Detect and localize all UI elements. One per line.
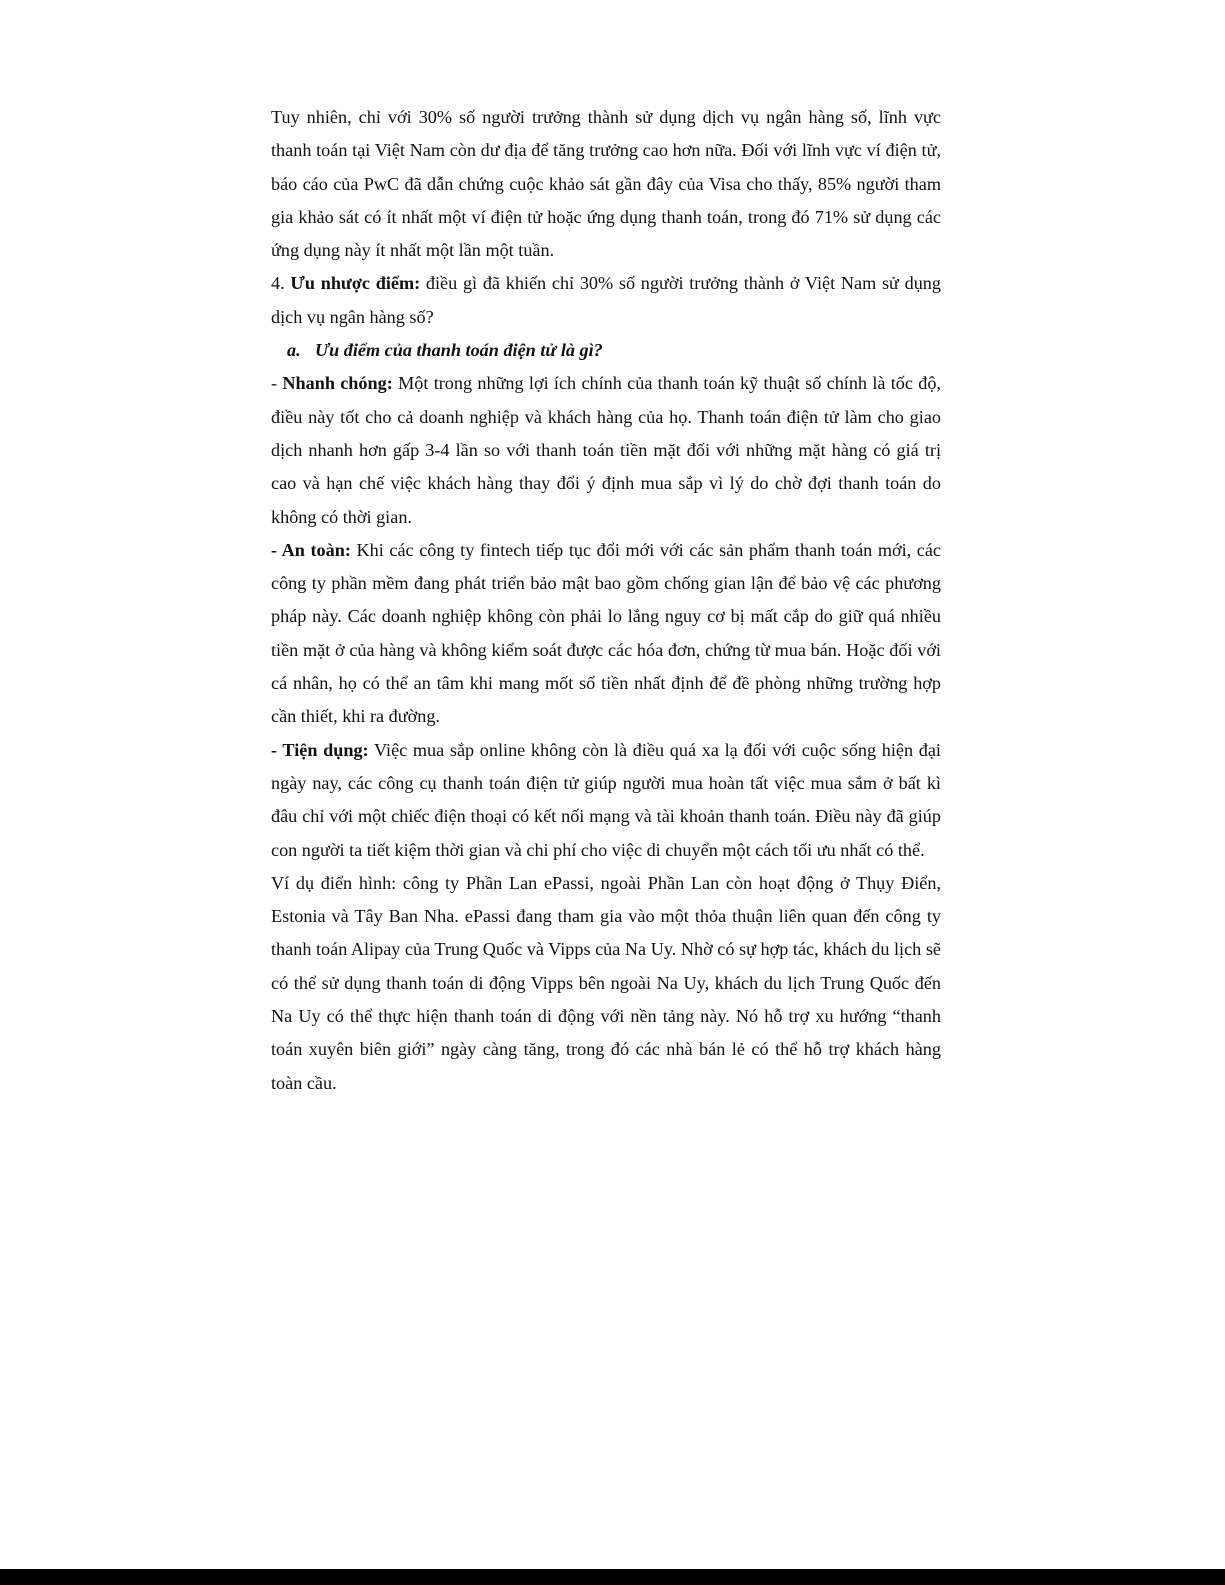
document-page xyxy=(271,101,941,1100)
item-safe-text: Khi các công ty fintech tiếp tục đổi mới với các sản phẩm thanh toán mới, các công ty phần mềm đang phát triển bảo mật bao gồm chống gian lận để bảo vệ các phương pháp này. Các doanh nghiệp không còn phải lo lắng nguy cơ bị mất cắp do giữ quá nhiều tiền mặt ở của hàng và không kiểm soát được các hóa đơn, chứng từ mua bán. Hoặc đối với cá nhân, họ có thể an tâm khi mang mốt số tiền nhất định để đề phòng những trường hợp cần thiết, khi ra đường. xyxy=(271,539,942,727)
section-4-number: 4. xyxy=(271,273,291,294)
section-4-title: Ưu nhược điểm: xyxy=(290,273,421,294)
item-fast-paragraph xyxy=(271,367,941,533)
item-convenient-paragraph xyxy=(271,734,941,867)
paragraph-intro: Tuy nhiên, chỉ với 30% số người trưởng thành sử dụng dịch vụ ngân hàng số, lĩnh vực thanh toán tại Việt Nam còn dư địa để tăng trưởng cao hơn nữa. Đối với lĩnh vực ví điện tử, báo cáo của PwC đã dẫn chứng cuộc khảo sát gần đây của Visa cho thấy, 85% người tham gia khảo sát có ít nhất một ví điện tử hoặc ứng dụng thanh toán, trong đó 71% sử dụng các ứng dụng này ít nhất một lần một tuần. xyxy=(271,107,941,261)
item-safe-term: - An toàn: xyxy=(271,539,351,560)
paragraph-example: Ví dụ điển hình: công ty Phần Lan ePassi, ngoài Phần Lan còn hoạt động ở Thụy Điển, Estonia và Tây Ban Nha. ePassi đang tham gia vào một thỏa thuận liên quan đến công ty thanh toán Alipay của Trung Quốc và Vipps của Na Uy. Nhờ có sự hợp tác, khách du lịch sẽ có thể sử dụng thanh toán di động Vipps bên ngoài Na Uy, khách du lịch Trung Quốc đến Na Uy có thể thực hiện thanh toán di động với nền tảng này. Nó hỗ trợ xu hướng “thanh toán xuyên biên giới” ngày càng tăng, trong đó các nhà bán lẻ có thể hỗ trợ khách hàng toàn cầu. xyxy=(271,872,941,1093)
subheading-text: Ưu điểm của thanh toán điện tử là gì? xyxy=(315,340,603,361)
subheading-marker: a. xyxy=(287,340,301,361)
item-fast-term: Nhanh chóng: xyxy=(282,373,393,394)
item-convenient-term: - Tiện dụng: xyxy=(271,739,369,760)
section-4-paragraph xyxy=(271,267,941,334)
item-convenient-text: Việc mua sắp online không còn là điều quá xa lạ đối với cuộc sống hiện đại ngày nay, các công cụ thanh toán điện tử giúp người mua hoàn tất việc mua sắm ở bất kì đâu chỉ với một chiếc điện thoại có kết nối mạng và tài khoản thanh toán. Điều này đã giúp con người ta tiết kiệm thời gian và chi phí cho việc di chuyển một cách tối ưu nhất có thể. xyxy=(271,739,941,860)
item-fast-prefix: - xyxy=(271,373,283,394)
item-safe-paragraph xyxy=(271,534,941,734)
item-fast-text: Một trong những lợi ích chính của thanh toán kỹ thuật số chính là tốc độ, điều này tốt cho cả doanh nghiệp và khách hàng của họ. Thanh toán điện tử làm cho giao dịch nhanh hơn gấp 3-4 lần so với thanh toán tiền mặt đối với những mặt hàng có giá trị cao và hạn chế việc khách hàng thay đổi ý định mua sắp vì lý do chờ đợi thanh toán do không có thời gian. xyxy=(271,373,941,527)
bottom-border xyxy=(0,1569,1225,1585)
section-4-text: điều gì đã khiến chỉ 30% số người trưởng thành ở Việt Nam sử dụng dịch vụ ngân hàng số? xyxy=(271,273,941,327)
subheading-advantages xyxy=(271,334,941,367)
